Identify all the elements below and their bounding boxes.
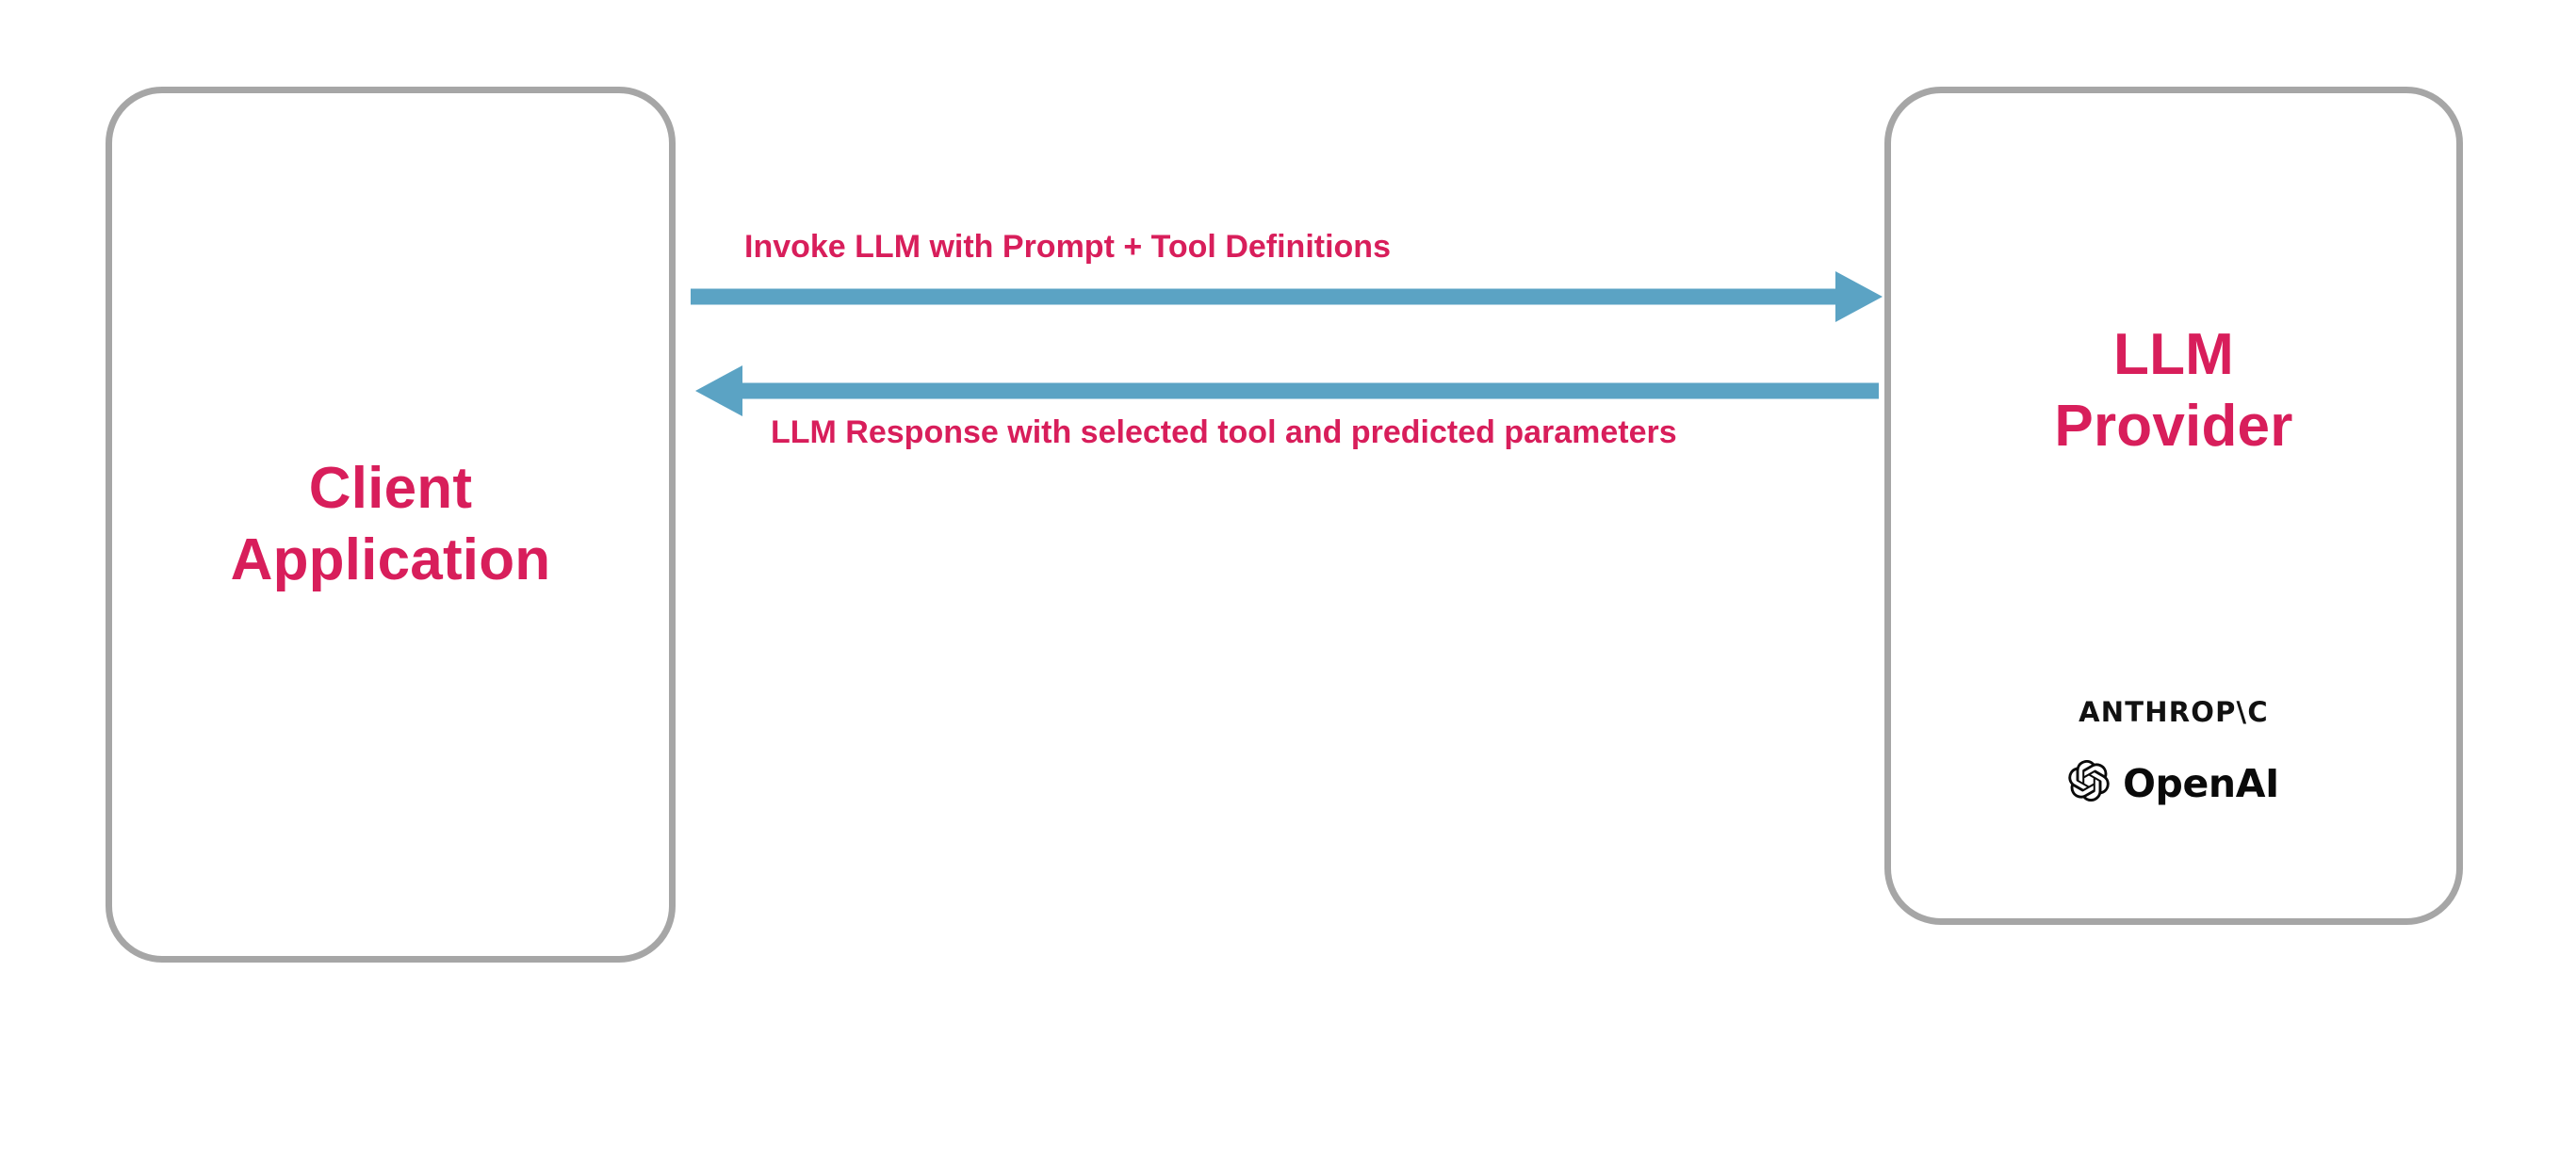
llm-provider-title-line1: LLM — [2113, 322, 2234, 387]
openai-logo — [2068, 760, 2279, 806]
client-application-title — [231, 453, 551, 595]
openai-mark-icon — [2068, 760, 2110, 806]
client-application-title-line2: Application — [230, 527, 551, 592]
edge-label-response: LLM Response with selected tool and predicted parameters — [771, 414, 1677, 450]
client-application-title-line1: Client — [308, 456, 473, 522]
anthropic-logo: ANTHROP\C — [2079, 696, 2269, 728]
edge-response-arrow — [695, 365, 1879, 416]
edge-label-request: Invoke LLM with Prompt + Tool Definitions — [744, 229, 1391, 265]
llm-provider-title — [2054, 319, 2292, 462]
llm-provider-title-line2: Provider — [2054, 393, 2293, 459]
edge-request-arrow — [691, 271, 1883, 322]
provider-logo-group — [1891, 696, 2456, 806]
node-llm-provider[interactable] — [1884, 87, 2463, 925]
node-client-application[interactable] — [106, 87, 676, 963]
openai-wordmark: OpenAI — [2123, 760, 2279, 806]
